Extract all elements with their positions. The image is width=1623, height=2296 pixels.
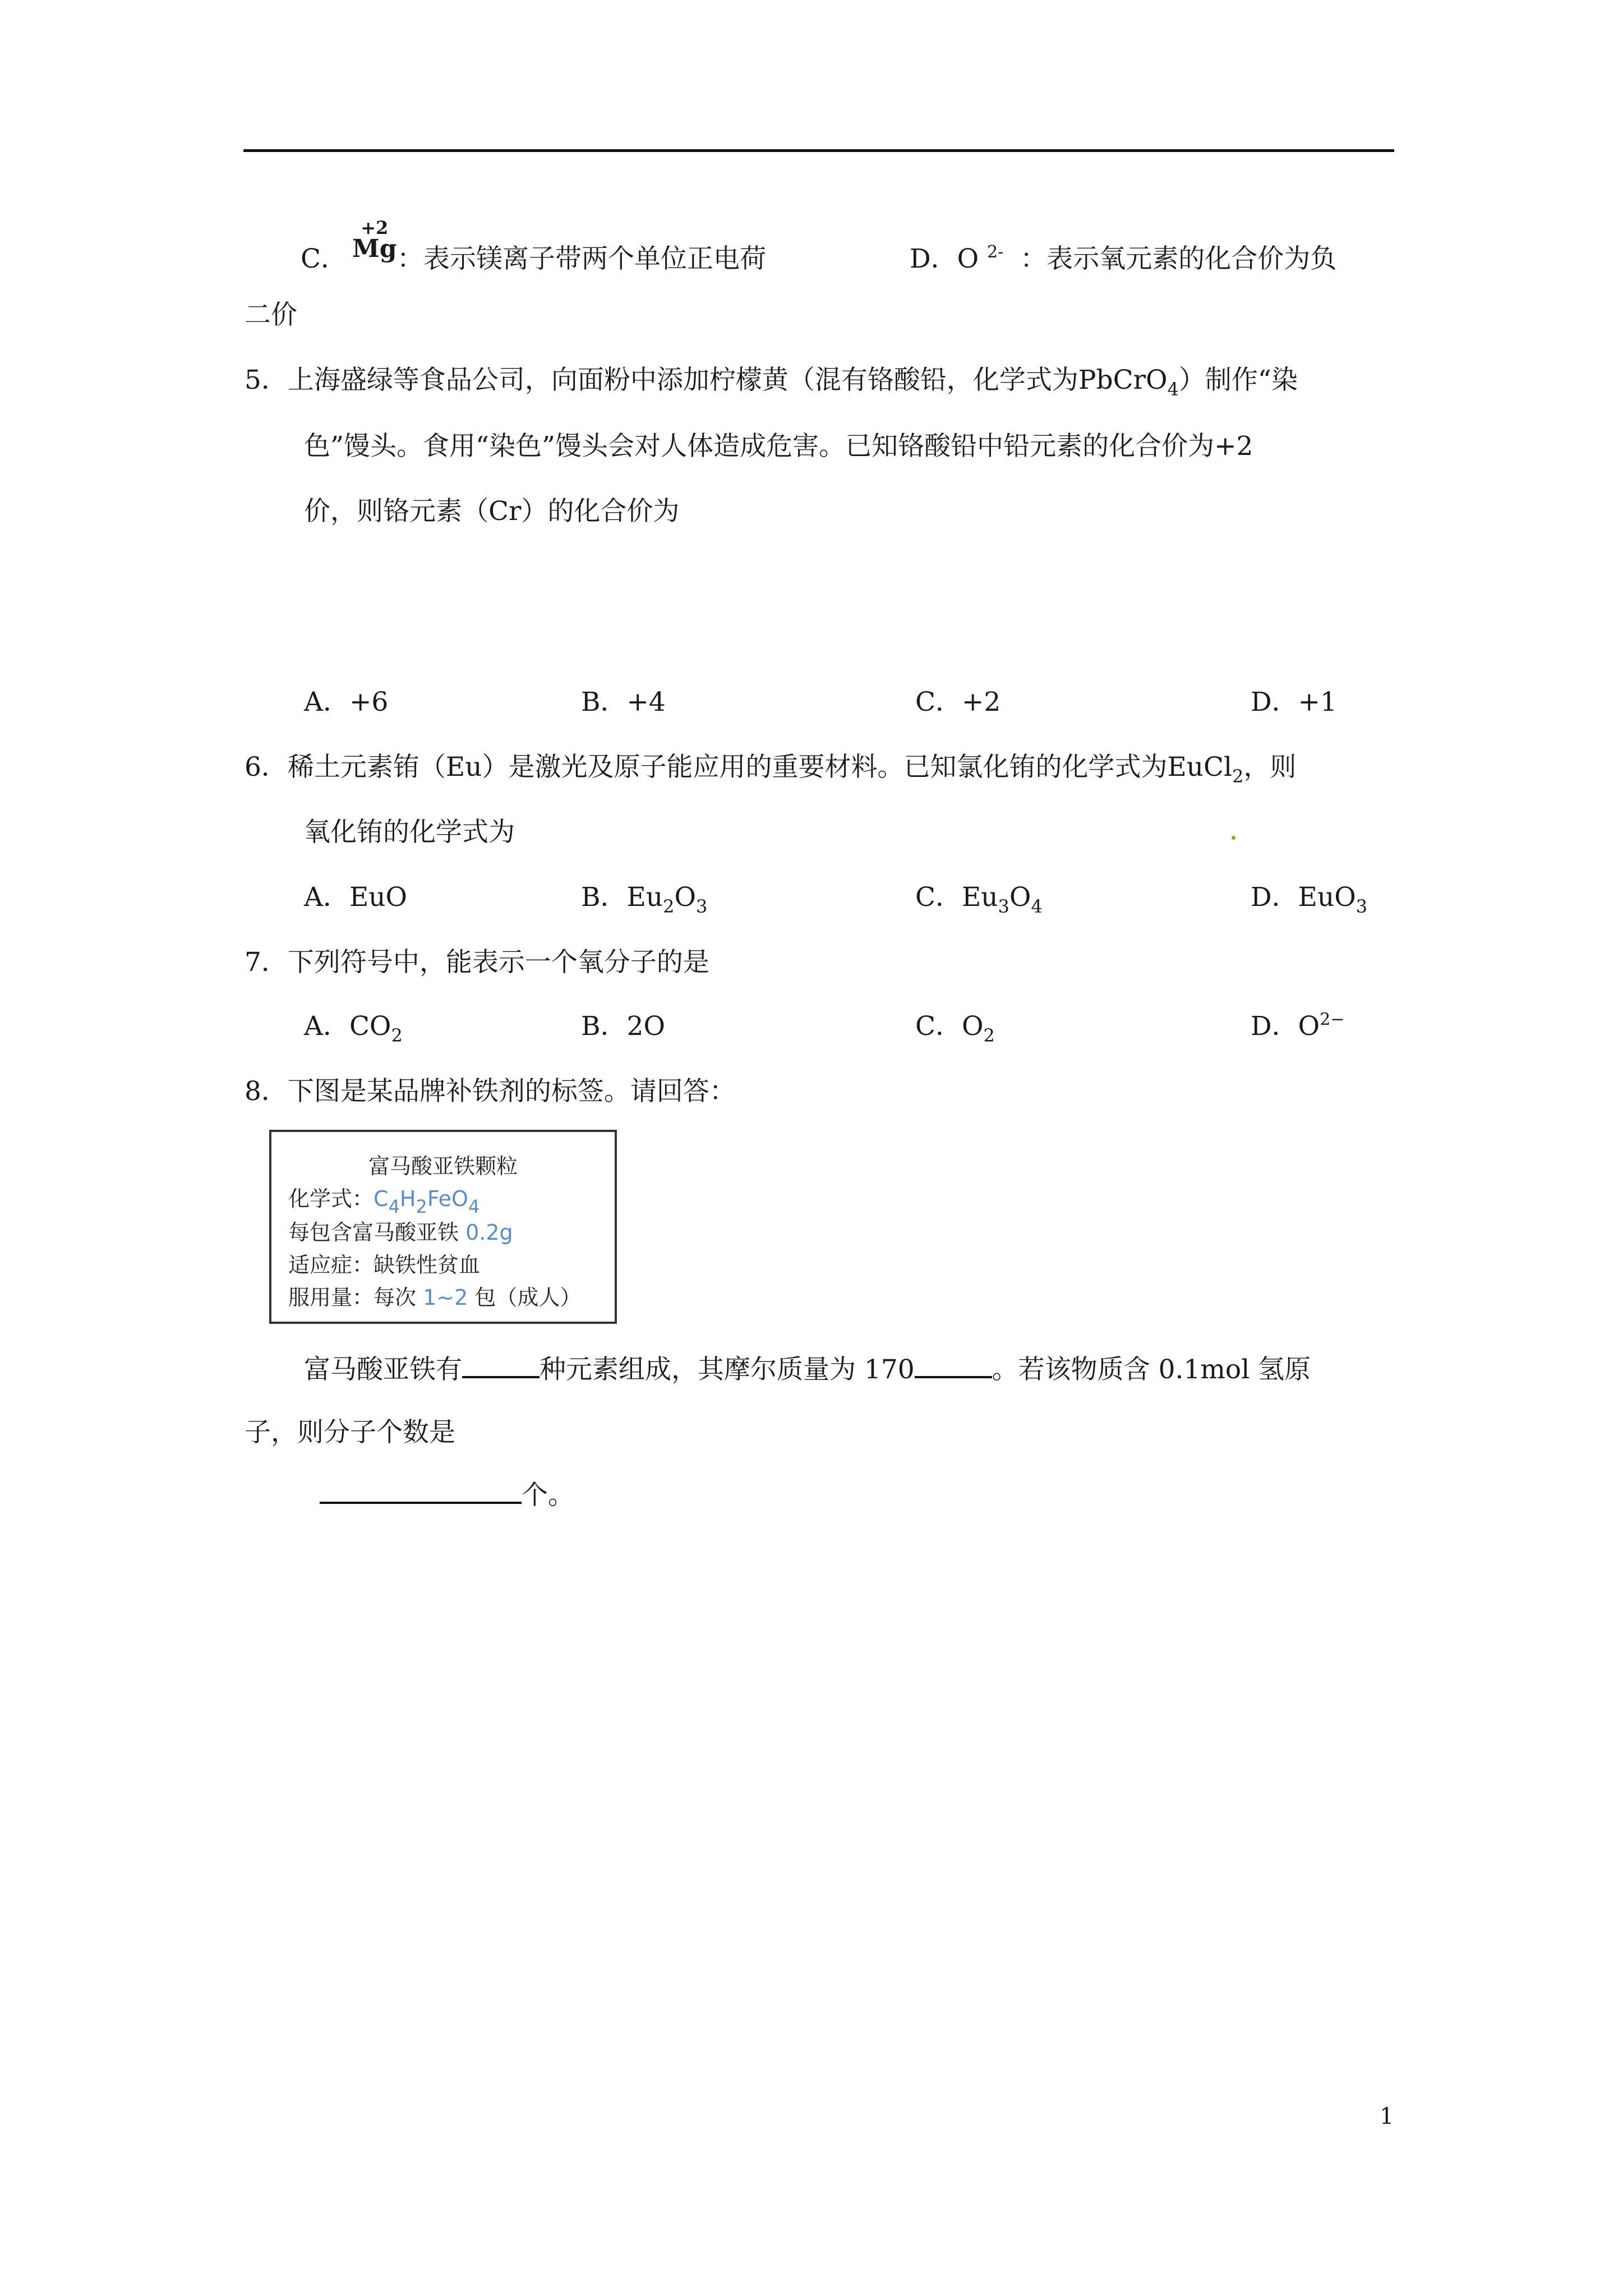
stray-dot-mark [1232, 836, 1235, 840]
q4-option-c-prefix: C． [301, 243, 347, 274]
answer-blank-elements[interactable] [462, 1354, 540, 1378]
q4-option-c-text: ：表示镁离子带两个单位正电荷 [397, 243, 766, 274]
mg-symbol: Mg [352, 234, 397, 263]
q6-option-b-pre: B．Eu [581, 882, 663, 913]
q6-option-d [1251, 881, 1368, 917]
label-dosage-key: 服用量：每次 [288, 1285, 423, 1310]
q8-answer-line3 [320, 1479, 574, 1512]
supplement-label-box [269, 1130, 617, 1324]
q5-line1-post: ）制作“染 [1178, 365, 1298, 395]
q4-option-d [910, 242, 1336, 276]
q6-option-c-sub1: 3 [998, 896, 1009, 917]
q8-answer-line2: 子，则分子个数是 [245, 1417, 455, 1448]
q6-line1-sub: 2 [1232, 766, 1244, 787]
label-content-value: 0.2g [465, 1220, 513, 1245]
q6-option-c-sub2: 4 [1031, 896, 1043, 917]
q7-option-a [304, 1010, 403, 1046]
q5-stem-line1 [245, 364, 1298, 400]
q7-option-c-sub: 2 [983, 1025, 995, 1046]
q4-option-d-prefix: D．O [910, 243, 979, 274]
label-title: 富马酸亚铁颗粒 [368, 1154, 518, 1179]
q4-option-d-sup: 2- [987, 242, 1004, 262]
q5-option-c: C．+2 [915, 687, 1001, 717]
label-dosage-tail: 包（成人） [468, 1285, 582, 1310]
q5-line1-sub: 4 [1167, 379, 1179, 400]
q7-option-d-sup: 2− [1320, 1010, 1345, 1029]
q8-answer-part2: 种元素组成，其摩尔质量为 170 [540, 1354, 915, 1385]
page-number: 1 [1380, 2104, 1394, 2129]
q7-option-d-pre: D．O [1251, 1011, 1320, 1042]
answer-blank-unit[interactable] [915, 1354, 992, 1378]
label-dosage-line [288, 1280, 581, 1311]
q7-option-b: B．2O [581, 1011, 665, 1042]
q7-option-a-pre: A．CO [304, 1011, 391, 1042]
label-formula-o-sub: 4 [468, 1196, 480, 1217]
q8-stem: 8．下图是某品牌补铁剂的标签。请回答： [245, 1076, 736, 1107]
q6-option-d-pre: D．EuO [1251, 882, 1356, 913]
q7-option-d [1251, 1010, 1344, 1043]
q6-option-b-sub1: 2 [663, 896, 675, 917]
q5-line1-pre: 5．上海盛绿等食品公司，向面粉中添加柠檬黄（混有铬酸铅，化学式为PbCrO [245, 365, 1168, 395]
mg-valence-symbol [352, 219, 396, 261]
q6-option-a: A．EuO [304, 882, 408, 913]
q7-option-a-sub: 2 [391, 1025, 403, 1046]
label-formula-key: 化学式： [288, 1186, 374, 1211]
q7-option-c-pre: C．O [915, 1011, 984, 1042]
q5-stem-line3: 价，则铬元素（Cr）的化合价为 [304, 496, 680, 527]
q7-option-c [915, 1010, 995, 1046]
q6-stem-line1 [245, 751, 1297, 787]
q6-option-c-mid: O [1009, 882, 1031, 913]
q6-option-b [581, 881, 708, 917]
q6-option-c-pre: C．Eu [915, 882, 998, 913]
q6-line1-post: ，则 [1243, 752, 1297, 783]
q6-line1-pre: 6．稀土元素铕（Eu）是激光及原子能应用的重要材料。已知氯化铕的化学式为EuCl [245, 752, 1233, 783]
q5-stem-line2: 色”馒头。食用“染色”馒头会对人体造成危害。已知铬酸铅中铅元素的化合价为+2 [304, 431, 1253, 462]
q6-option-b-sub2: 3 [696, 896, 708, 917]
answer-blank-molecule-count[interactable] [320, 1479, 522, 1504]
q4-option-d-cont: 二价 [245, 300, 297, 330]
label-formula-value [374, 1186, 480, 1217]
label-formula-h: H [399, 1186, 416, 1211]
label-formula-c-sub: 4 [388, 1196, 400, 1217]
q7-stem: 7．下列符号中，能表示一个氧分子的是 [245, 947, 709, 978]
q6-option-c [915, 881, 1043, 917]
q4-option-d-text: ：表示氧元素的化合价为负 [1020, 243, 1337, 274]
q6-stem-line2: 氧化铕的化学式为 [304, 817, 515, 848]
q8-answer-part1: 富马酸亚铁有 [304, 1354, 462, 1385]
q5-option-d: D．+1 [1251, 687, 1337, 717]
label-formula-c: C [374, 1186, 389, 1211]
q6-option-b-mid: O [674, 882, 697, 913]
label-dosage-value: 1~2 [423, 1285, 468, 1310]
mg-valence: +2 [361, 217, 389, 238]
label-formula-h-sub: 2 [416, 1196, 427, 1217]
q8-answer-line1 [304, 1353, 1311, 1387]
q8-answer-part3: 。若该物质含 0.1mol 氢原 [992, 1354, 1311, 1385]
label-formula-rest: FeO [427, 1186, 468, 1211]
header-rule [243, 149, 1394, 152]
q5-option-b: B．+4 [581, 687, 666, 717]
label-indication-line: 适应症：缺铁性贫血 [288, 1253, 481, 1277]
q8-answer-line3-text: 个。 [522, 1480, 574, 1511]
label-formula-line [288, 1181, 480, 1217]
label-content-line [288, 1215, 513, 1246]
label-content-key: 每包含富马酸亚铁 [288, 1220, 466, 1245]
q5-option-a: A．+6 [304, 687, 389, 717]
q6-option-d-sub: 3 [1355, 896, 1368, 917]
